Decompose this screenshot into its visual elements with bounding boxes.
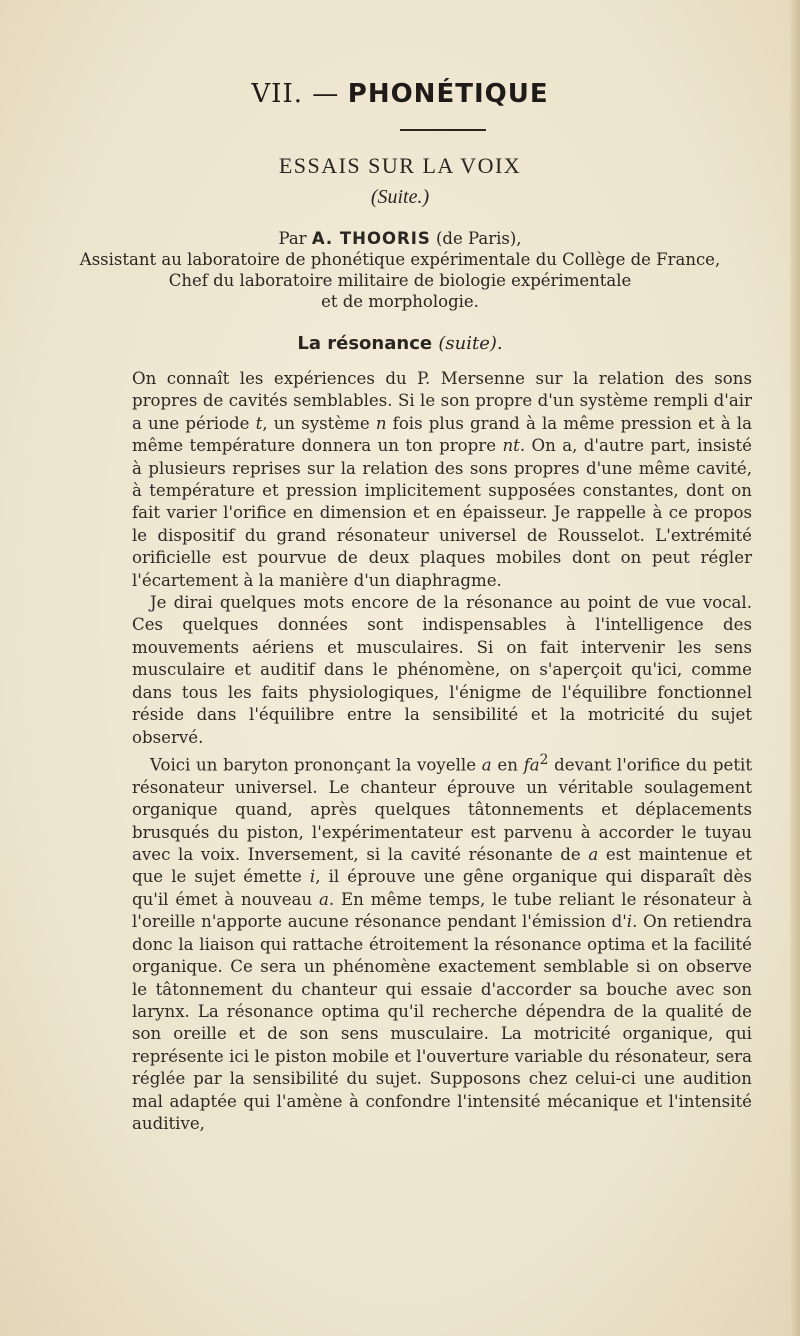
author-origin: (de Paris), — [436, 229, 522, 248]
author-affiliation-2: Chef du laboratoire militaire de biologie expérimentale — [168, 271, 632, 290]
paragraph-3: Voici un baryton prononçant la voyelle a en $fa^2$ devant l'orifice du petit résonateur universel. Le chanteur éprouve un véritable soulagement organique quand, après quelques tâtonnements et déplacements brusqués du piston, l'expérimentateur est parvenu à accorder le tuyau avec la voix. Inversement, si la cavité résonante de a est maintenue et que le sujet émette i, il éprouve une gêne organique qui disparaît dès qu'il émet à nouveau a. En même temps, le tube reliant le résonateur à l'oreille n'apporte aucune résonance pendant l'émission d'i. On retiendra donc la liaison qui rattache étroitement la résonance optima et la facilité organique. Ce sera un phénomène exactement semblable si on observe le tâtonnement du chanteur qui essaie d'accorder sa bouche avec son larynx. La résonance optima qu'il recherche dépendra de la qualité de son oreille et de son sens musculaire. La motricité organique, qui représente ici le piston mobile et l'ouverture variable du résonateur, sera réglée par la sensibilité du sujet. Supposons chez celui-ci une audition mal adaptée qui l'amène à confondre l'intensité mécanique et l'intensité auditive, — [132, 751, 753, 1133]
chapter-number: VII. — — [251, 79, 340, 109]
author-affiliation-1: Assistant au laboratoire de phonétique expérimentale du Collège de France, — [79, 250, 721, 269]
section-title-suffix: (suite). — [438, 333, 503, 354]
author-affiliation-3: et de morphologie. — [321, 292, 479, 311]
author-name: A. THOORIS — [311, 229, 431, 248]
paragraph-2: Je dirai quelques mots encore de la résonance au point de vue vocal. Ces quelques données sont indispensables à l'intelligence des mouvements aériens et musculaires. Si on fait intervenir les sens musculaire et auditif dans le phénomène, on s'aperçoit qu'ici, comme dans tous les faits physiologiques, l'énigme de l'équilibre fonctionnel réside dans l'équilibre entre la sensibilité et la motricité du sujet observé. — [132, 593, 752, 747]
section-heading — [0, 333, 800, 354]
heading-rule — [400, 129, 486, 131]
article-body — [132, 368, 752, 1135]
article-subtitle: (Suite.) — [370, 186, 430, 208]
byline-author-line — [0, 228, 800, 249]
paragraph-1: On connaît les expériences du P. Mersenne sur la relation des sons propres de cavités semblables. Si le son propre d'un système rempli d'air a une période t, un système n fois plus grand à la même pression et à la même température donnera un ton propre nt. On a, d'autre part, insisté à plusieurs reprises sur la relation des sons propres d'une même cavité, à température et pression implicitement supposées constantes, dont on fait varier l'orifice en dimension et en épaisseur. Je rappelle à ce propos le dispositif du grand résonateur universel de Rousselot. L'extrémité orificielle est pourvue de deux plaques mobiles dont on peut régler l'écartement à la manière d'un diaphragme. — [132, 369, 752, 590]
byline-prefix: Par — [278, 229, 307, 248]
section-title: La résonance — [297, 333, 433, 354]
chapter-title: PHONÉTIQUE — [347, 79, 549, 109]
article-title: ESSAIS SUR LA VOIX — [278, 153, 522, 178]
byline — [0, 228, 800, 312]
chapter-heading — [0, 78, 800, 109]
